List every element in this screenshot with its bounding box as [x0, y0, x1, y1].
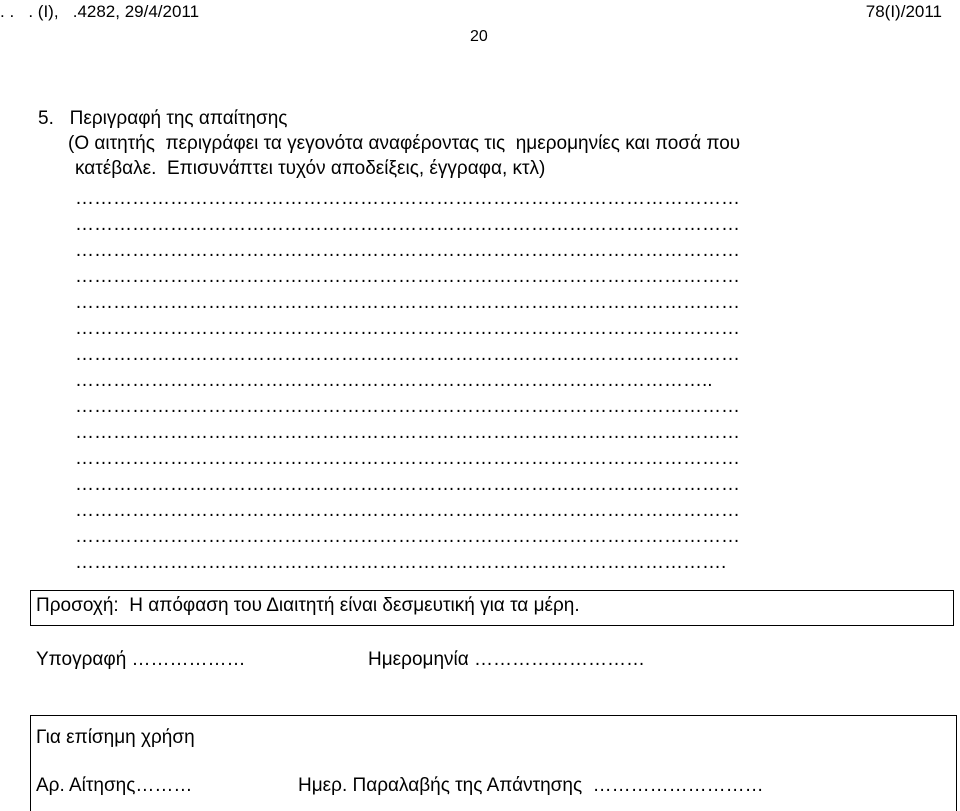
reply-date-field[interactable]: Ημερ. Παραλαβής της Απάντησης ………………………	[298, 775, 764, 796]
instruction-line-1: (Ο αιτητής περιγράφει τα γεγονότα αναφέροντας τις ημερομηνίες και ποσά που	[68, 133, 741, 154]
section-heading: 5. Περιγραφή της απαίτησης	[38, 108, 288, 129]
signature-field[interactable]: Υπογραφή ………………	[36, 649, 246, 670]
dotted-line[interactable]: ……………………………………………………………………………………………	[75, 396, 740, 417]
dotted-line[interactable]: ……………………………………………………………………………………………	[75, 240, 740, 261]
dotted-line[interactable]: ……………………………………………………………………………………………	[75, 422, 740, 443]
dotted-line[interactable]: ………………………………………………………………………………………….	[75, 552, 727, 573]
page-number: 20	[470, 28, 488, 45]
dotted-line[interactable]: ……………………………………………………………………………………………	[75, 344, 740, 365]
dotted-line[interactable]: ……………………………………………………………………………………………	[75, 474, 740, 495]
dotted-line[interactable]: ……………………………………………………………………………………………	[75, 318, 740, 339]
application-number-field[interactable]: Αρ. Αίτησης………	[36, 775, 193, 796]
dotted-line[interactable]: ……………………………………………………………………………………………	[75, 214, 740, 235]
dotted-line[interactable]: ……………………………………………………………………………………………	[75, 266, 740, 287]
date-field[interactable]: Ημερομηνία ………………………	[368, 649, 646, 670]
dotted-line[interactable]: ……………………………………………………………………………………………	[75, 526, 740, 547]
official-use-title: Για επίσημη χρήση	[36, 727, 195, 748]
dotted-line[interactable]: ……………………………………………………………………………………………	[75, 292, 740, 313]
notice-text: Προσοχή: Η απόφαση του Διαιτητή είναι δεσμευτική για τα μέρη.	[36, 595, 580, 616]
dotted-line[interactable]: ……………………………………………………………………………………………	[75, 448, 740, 469]
header-reference: . . . (Ι), .4282, 29/4/2011	[0, 2, 200, 21]
instruction-line-2: κατέβαλε. Επισυνάπτει τυχόν αποδείξεις, έγγραφα, κτλ)	[75, 158, 546, 179]
dotted-line[interactable]: ……………………………………………………………………………………………	[75, 500, 740, 521]
header-law-number: 78(Ι)/2011	[865, 2, 942, 21]
dotted-line[interactable]: ……………………………………………………………………………………………	[75, 188, 740, 209]
dotted-line[interactable]: ………………………………………………………………………………………..	[75, 370, 713, 391]
